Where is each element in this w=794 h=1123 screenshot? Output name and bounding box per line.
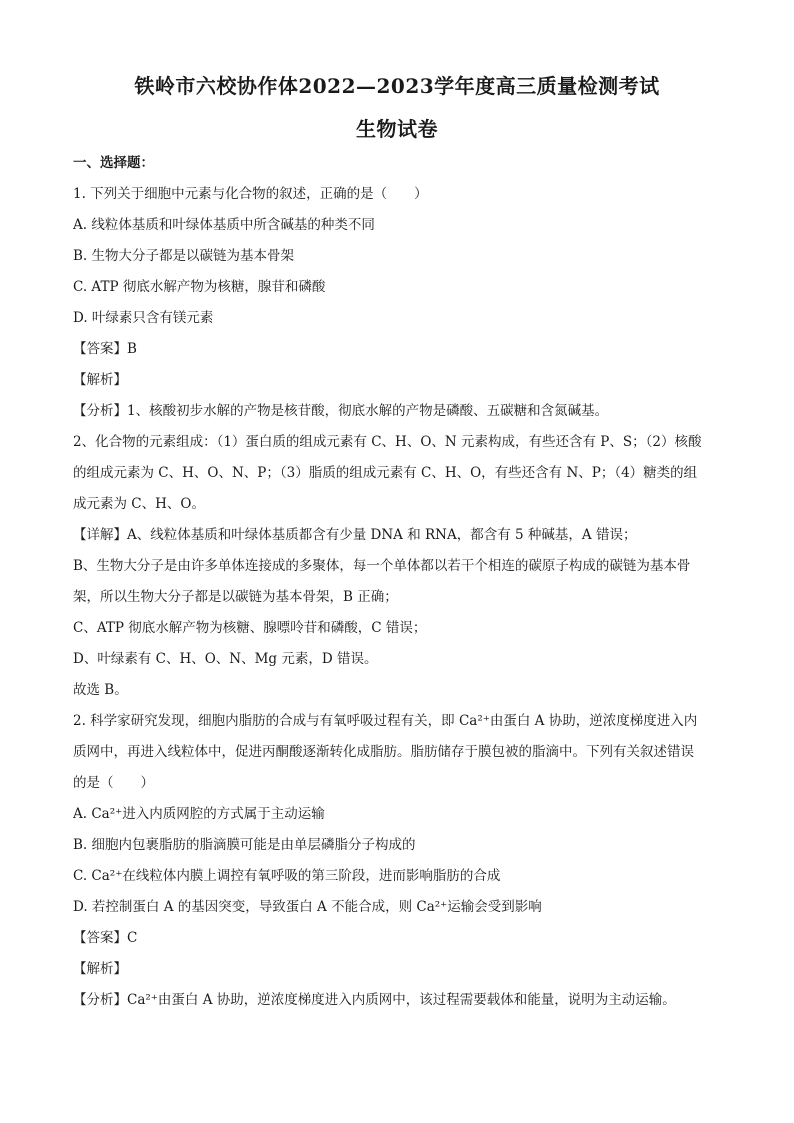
- question-1-option-c: C. ATP 彻底水解产物为核糖，腺苷和磷酸: [73, 279, 326, 295]
- question-1-option-a: A. 线粒体基质和叶绿体基质中所含碱基的种类不同: [73, 217, 375, 233]
- question-1-analysis-line: 2、化合物的元素组成：（1）蛋白质的组成元素有 C、H、O、N 元素构成，有些还含有 P、S；（2）核酸: [73, 434, 702, 450]
- question-1-option-b: B. 生物大分子都是以碳链为基本骨架: [73, 248, 295, 264]
- question-2-answer: 【答案】C: [73, 930, 138, 946]
- question-1-detail-line: B、生物大分子是由许多单体连接成的多聚体，每一个单体都以若干个相连的碳原子构成的碳链为基本骨: [73, 558, 691, 574]
- question-2-analysis-line: 【分析】Ca²⁺由蛋白 A 协助，逆浓度梯度进入内质网中，该过程需要载体和能量，说明为主动运输。: [73, 992, 676, 1008]
- question-2-stem: 质网中，再进入线粒体中，促进丙酮酸逐渐转化成脂肪。脂肪储存于膜包被的脂滴中。下列有关叙述错误: [73, 744, 694, 760]
- question-1-detail-line: 架，所以生物大分子都是以碳链为基本骨架，B 正确；: [73, 589, 398, 605]
- question-2-analysis-label: 【解析】: [73, 961, 127, 977]
- question-2-option-c: C. Ca²⁺在线粒体内膜上调控有氧呼吸的第三阶段，进而影响脂肪的合成: [73, 868, 501, 884]
- page-subtitle: 生物试卷: [356, 117, 438, 141]
- question-1-stem: 1. 下列关于细胞中元素与化合物的叙述，正确的是（ ）: [73, 186, 428, 202]
- question-1-analysis-line: 【分析】1、核酸初步水解的产物是核苷酸，彻底水解的产物是磷酸、五碳糖和含氮碱基。: [73, 403, 609, 419]
- question-1-analysis-line: 的组成元素为 C、H、O、N、P；（3）脂质的组成元素有 C、H、O，有些还含有 N、P；（4）糖类的组: [73, 465, 698, 481]
- question-1-analysis-label: 【解析】: [73, 372, 127, 388]
- question-2-stem: 2. 科学家研究发现，细胞内脂肪的合成与有氧呼吸过程有关，即 Ca²⁺由蛋白 A 协助，逆浓度梯度进入内: [73, 713, 698, 729]
- question-1-conclusion: 故选 B。: [73, 682, 128, 698]
- question-1-detail-line: 【详解】A、线粒体基质和叶绿体基质都含有少量 DNA 和 RNA，都含有 5 种碱基，A 错误；: [73, 527, 637, 543]
- question-2-option-a: A. Ca²⁺进入内质网腔的方式属于主动运输: [73, 806, 325, 822]
- page-title: 铁岭市六校协作体2022—2023学年度高三质量检测考试: [134, 74, 660, 98]
- question-1-analysis-line: 成元素为 C、H、O。: [73, 496, 205, 512]
- question-2-option-d: D. 若控制蛋白 A 的基因突变，导致蛋白 A 不能合成，则 Ca²⁺运输会受到影响: [73, 899, 542, 915]
- question-1-detail-line: C、ATP 彻底水解产物为核糖、腺嘌呤苷和磷酸，C 错误；: [73, 620, 427, 636]
- question-1-detail-line: D、叶绿素有 C、H、O、N、Mg 元素，D 错误。: [73, 651, 378, 667]
- document-body: [73, 148, 723, 1016]
- question-1-answer: 【答案】B: [73, 341, 137, 357]
- section-heading: 一、选择题：: [73, 155, 154, 171]
- question-1-option-d: D. 叶绿素只含有镁元素: [73, 310, 214, 326]
- question-2-option-b: B. 细胞内包裹脂肪的脂滴膜可能是由单层磷脂分子构成的: [73, 837, 416, 853]
- question-2-stem: 的是（ ）: [73, 775, 154, 791]
